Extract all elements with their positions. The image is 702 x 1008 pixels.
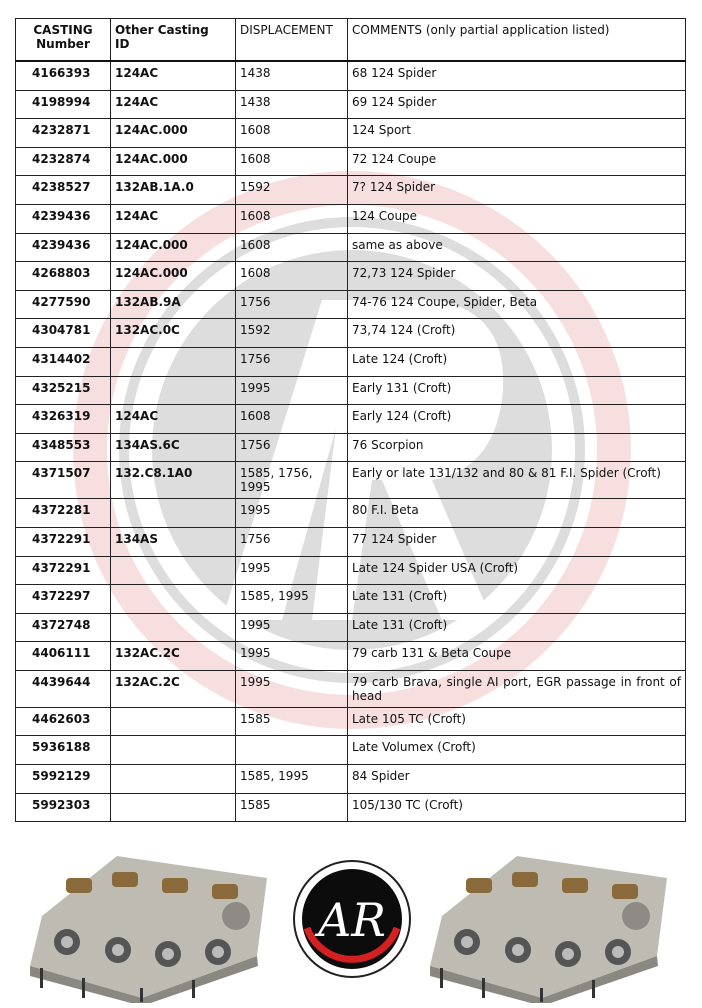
cylinder-head-photo-right	[422, 838, 677, 1003]
casting-number-cell: 4277590	[16, 290, 111, 319]
casting-number-cell: 5992303	[16, 793, 111, 822]
other-casting-id-cell: 132.C8.1A0	[111, 462, 236, 499]
comments-cell: 76 Scorpion	[348, 433, 686, 462]
displacement-cell: 1756	[236, 290, 348, 319]
displacement-cell: 1585, 1995	[236, 765, 348, 794]
displacement-cell: 1756	[236, 433, 348, 462]
casting-number-cell: 4232874	[16, 147, 111, 176]
comments-cell: 72 124 Coupe	[348, 147, 686, 176]
displacement-cell: 1995	[236, 613, 348, 642]
table-row	[16, 642, 686, 671]
casting-number-cell: 5936188	[16, 736, 111, 765]
comments-cell: 77 124 Spider	[348, 527, 686, 556]
casting-number-cell: 4462603	[16, 707, 111, 736]
casting-number-cell: 4325215	[16, 376, 111, 405]
comments-cell: Late 105 TC (Croft)	[348, 707, 686, 736]
table-row	[16, 765, 686, 794]
logo-letters: AR	[318, 893, 386, 947]
displacement-cell: 1608	[236, 405, 348, 434]
displacement-cell: 1438	[236, 61, 348, 90]
table-row	[16, 147, 686, 176]
displacement-cell: 1592	[236, 319, 348, 348]
table-row	[16, 405, 686, 434]
casting-number-cell: 4372291	[16, 556, 111, 585]
comments-cell: Late Volumex (Croft)	[348, 736, 686, 765]
other-casting-id-cell: 124AC	[111, 90, 236, 119]
bottom-image-strip	[0, 832, 702, 1008]
displacement-cell: 1585	[236, 707, 348, 736]
comments-cell: 68 124 Spider	[348, 61, 686, 90]
table-row	[16, 707, 686, 736]
comments-cell: 79 carb Brava, single AI port, EGR passage in front of head	[348, 670, 686, 707]
other-casting-id-cell: 132AC.2C	[111, 642, 236, 671]
other-casting-id-cell: 124AC.000	[111, 262, 236, 291]
comments-cell: Late 131 (Croft)	[348, 613, 686, 642]
other-casting-id-cell: 134AS	[111, 527, 236, 556]
alfa-romeo-ar-logo	[291, 858, 413, 980]
comments-cell: 79 carb 131 & Beta Coupe	[348, 642, 686, 671]
comments-cell: 105/130 TC (Croft)	[348, 793, 686, 822]
comments-cell: 84 Spider	[348, 765, 686, 794]
displacement-cell: 1995	[236, 376, 348, 405]
casting-number-cell: 4304781	[16, 319, 111, 348]
table-row	[16, 319, 686, 348]
comments-cell: Early or late 131/132 and 80 & 81 F.I. Spider (Croft)	[348, 462, 686, 499]
other-casting-id-cell: 132AC.2C	[111, 670, 236, 707]
comments-cell: Late 124 (Croft)	[348, 347, 686, 376]
displacement-cell: 1995	[236, 642, 348, 671]
table-row	[16, 376, 686, 405]
other-casting-id-cell: 132AB.1A.0	[111, 176, 236, 205]
table-row	[16, 527, 686, 556]
displacement-cell: 1592	[236, 176, 348, 205]
casting-number-cell: 4239436	[16, 233, 111, 262]
casting-number-cell: 4372281	[16, 499, 111, 528]
casting-number-cell: 4239436	[16, 204, 111, 233]
header-comments: COMMENTS (only partial application listed)	[348, 19, 686, 62]
cylinder-head-photo-left	[22, 838, 277, 1003]
table-row	[16, 347, 686, 376]
table-row	[16, 670, 686, 707]
other-casting-id-cell: 132AC.0C	[111, 319, 236, 348]
other-casting-id-cell	[111, 613, 236, 642]
other-casting-id-cell	[111, 347, 236, 376]
comments-cell: Early 131 (Croft)	[348, 376, 686, 405]
other-casting-id-cell	[111, 376, 236, 405]
other-casting-id-cell: 132AB.9A	[111, 290, 236, 319]
casting-number-cell: 4406111	[16, 642, 111, 671]
comments-cell: 73,74 124 (Croft)	[348, 319, 686, 348]
displacement-cell: 1585, 1756, 1995	[236, 462, 348, 499]
other-casting-id-cell: 124AC.000	[111, 119, 236, 148]
table-row	[16, 499, 686, 528]
displacement-cell	[236, 736, 348, 765]
casting-number-cell: 4314402	[16, 347, 111, 376]
table-row	[16, 61, 686, 90]
displacement-cell: 1608	[236, 262, 348, 291]
comments-cell: 124 Coupe	[348, 204, 686, 233]
displacement-cell: 1756	[236, 527, 348, 556]
other-casting-id-cell: 124AC.000	[111, 233, 236, 262]
table-row	[16, 736, 686, 765]
table-row	[16, 90, 686, 119]
casting-number-cell: 4238527	[16, 176, 111, 205]
other-casting-id-cell: 124AC.000	[111, 147, 236, 176]
table-row	[16, 462, 686, 499]
comments-cell: 74-76 124 Coupe, Spider, Beta	[348, 290, 686, 319]
comments-cell: Late 124 Spider USA (Croft)	[348, 556, 686, 585]
table-row	[16, 204, 686, 233]
other-casting-id-cell: 124AC	[111, 61, 236, 90]
casting-number-cell: 4372291	[16, 527, 111, 556]
other-casting-id-cell: 124AC	[111, 204, 236, 233]
displacement-cell: 1995	[236, 670, 348, 707]
displacement-cell: 1608	[236, 147, 348, 176]
table-row	[16, 793, 686, 822]
header-other-casting-id: Other Casting ID	[111, 19, 236, 62]
table-row	[16, 585, 686, 614]
comments-cell: same as above	[348, 233, 686, 262]
comments-cell: 7? 124 Spider	[348, 176, 686, 205]
table-row	[16, 290, 686, 319]
header-casting-number: CASTING Number	[16, 19, 111, 62]
other-casting-id-cell: 134AS.6C	[111, 433, 236, 462]
displacement-cell: 1756	[236, 347, 348, 376]
displacement-cell: 1995	[236, 556, 348, 585]
table-row	[16, 233, 686, 262]
table-row	[16, 262, 686, 291]
casting-number-cell: 4268803	[16, 262, 111, 291]
casting-number-cell: 4166393	[16, 61, 111, 90]
casting-number-cell: 4439644	[16, 670, 111, 707]
casting-number-cell: 5992129	[16, 765, 111, 794]
displacement-cell: 1995	[236, 499, 348, 528]
other-casting-id-cell	[111, 556, 236, 585]
displacement-cell: 1608	[236, 119, 348, 148]
displacement-cell: 1608	[236, 204, 348, 233]
displacement-cell: 1438	[236, 90, 348, 119]
comments-cell: 124 Sport	[348, 119, 686, 148]
other-casting-id-cell	[111, 499, 236, 528]
other-casting-id-cell	[111, 585, 236, 614]
table-row	[16, 613, 686, 642]
casting-number-cell: 4372297	[16, 585, 111, 614]
other-casting-id-cell	[111, 736, 236, 765]
table-row	[16, 433, 686, 462]
table-row	[16, 556, 686, 585]
casting-number-cell: 4372748	[16, 613, 111, 642]
comments-cell: Late 131 (Croft)	[348, 585, 686, 614]
header-row	[16, 19, 686, 62]
displacement-cell: 1585, 1995	[236, 585, 348, 614]
comments-cell: Early 124 (Croft)	[348, 405, 686, 434]
table-row	[16, 176, 686, 205]
casting-number-cell: 4198994	[16, 90, 111, 119]
header-displacement: DISPLACEMENT	[236, 19, 348, 62]
displacement-cell: 1585	[236, 793, 348, 822]
comments-cell: 69 124 Spider	[348, 90, 686, 119]
casting-number-cell: 4348553	[16, 433, 111, 462]
casting-number-cell: 4371507	[16, 462, 111, 499]
casting-table	[15, 18, 686, 822]
other-casting-id-cell	[111, 793, 236, 822]
displacement-cell: 1608	[236, 233, 348, 262]
table-row	[16, 119, 686, 148]
casting-number-cell: 4232871	[16, 119, 111, 148]
casting-number-cell: 4326319	[16, 405, 111, 434]
other-casting-id-cell	[111, 765, 236, 794]
other-casting-id-cell: 124AC	[111, 405, 236, 434]
comments-cell: 80 F.I. Beta	[348, 499, 686, 528]
table-container	[15, 18, 686, 831]
other-casting-id-cell	[111, 707, 236, 736]
comments-cell: 72,73 124 Spider	[348, 262, 686, 291]
